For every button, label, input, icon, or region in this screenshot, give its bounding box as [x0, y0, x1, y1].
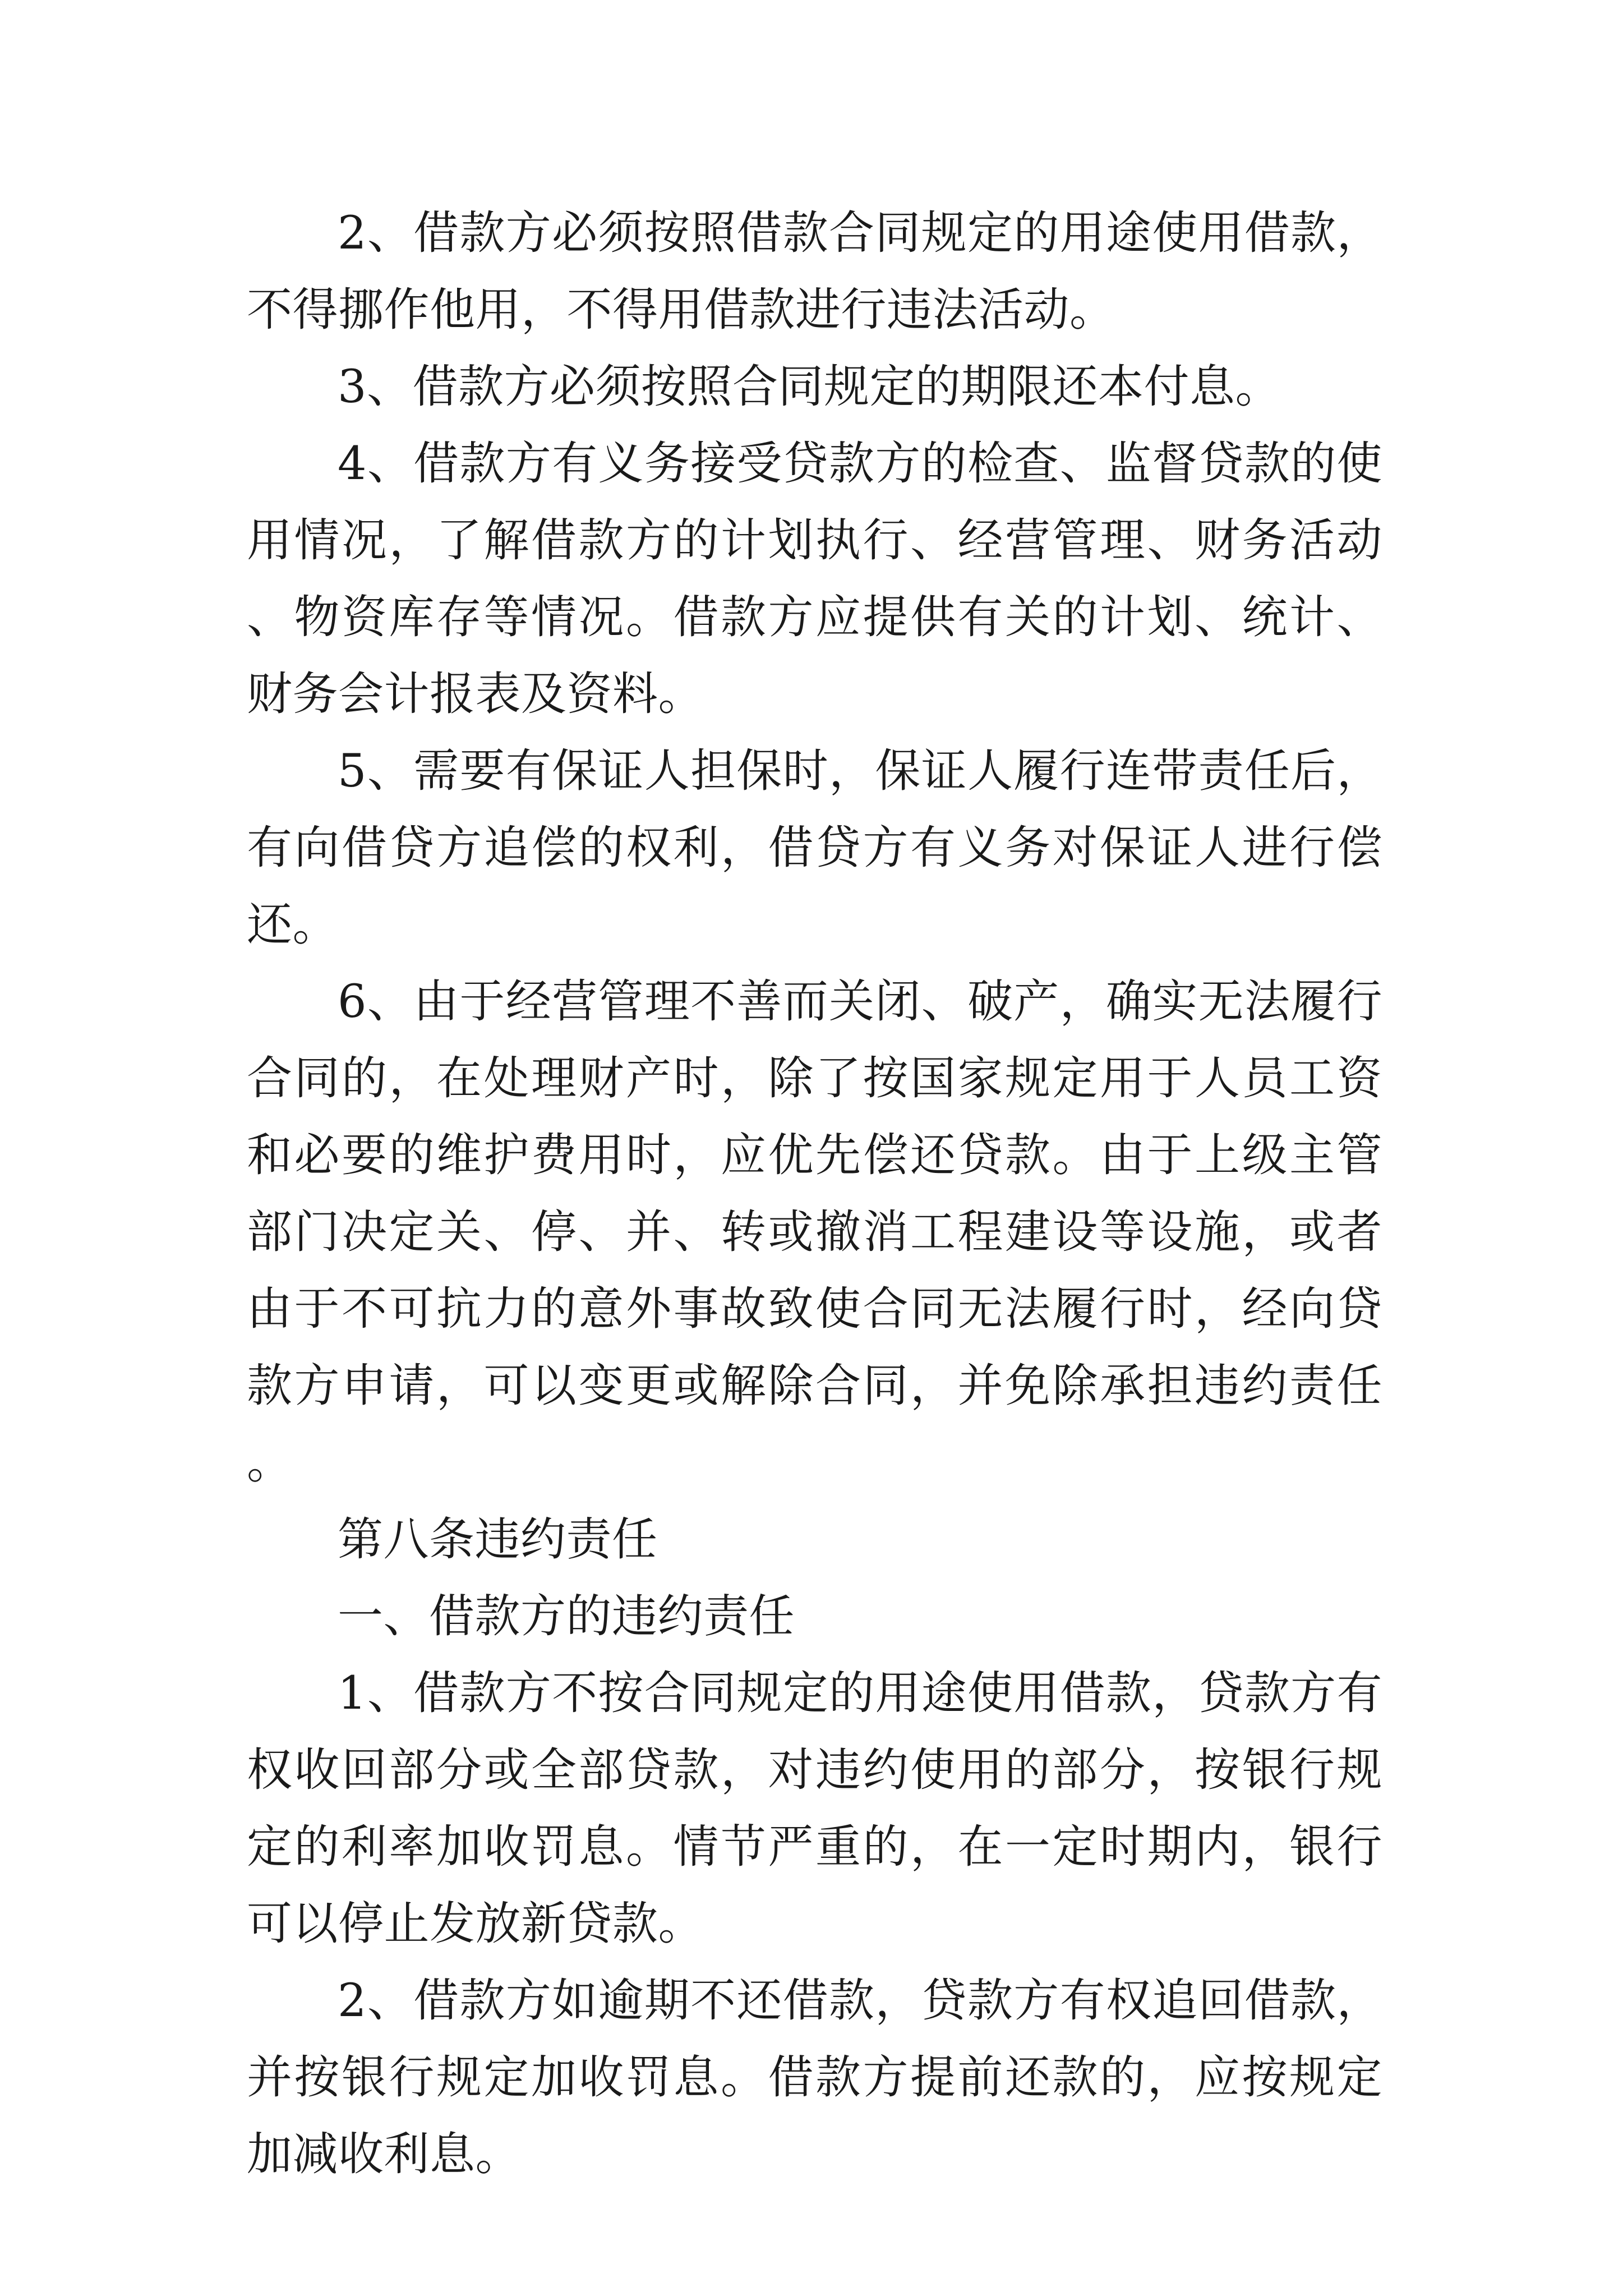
subsection-heading-borrower-liability: 一、借款方的违约责任 — [338, 1590, 795, 1643]
document-body — [247, 195, 1382, 2193]
section-heading-article-8: 第八条违约责任 — [338, 1513, 658, 1566]
clause-paragraph-5: 5、需要有保证人担保时，保证人履行连带责任后，有向借贷方追偿的权利，借贷方有义务对保证人进行偿还。 — [247, 745, 1382, 951]
liability-paragraph-2: 2、借款方如逾期不还借款，贷款方有权追回借款，并按银行规定加收罚息。借款方提前还款的，应按规定加减收利息。 — [247, 1975, 1382, 2181]
liability-paragraph-1: 1、借款方不按合同规定的用途使用借款，贷款方有权收回部分或全部贷款，对违约使用的部分，按银行规定的利率加收罚息。情节严重的，在一定时期内，银行可以停止发放新贷款。 — [247, 1667, 1382, 1950]
clause-paragraph-3: 3、借款方必须按照合同规定的期限还本付息。 — [338, 361, 1281, 413]
clause-paragraph-6: 6、由于经营管理不善而关闭、破产，确实无法履行合同的，在处理财产时，除了按国家规定用于人员工资和必要的维护费用时，应优先偿还贷款。由于上级主管部门决定关、停、并、转或撤消工程建设等设施，或者由于不可抗力的意外事故致使合同无法履行时，经向贷款方申请，可以变更或解除合同，并免除承担违约责任。 — [247, 976, 1382, 1489]
clause-paragraph-4: 4、借款方有义务接受贷款方的检查、监督贷款的使用情况，了解借款方的计划执行、经营管理、财务活动、物资库存等情况。借款方应提供有关的计划、统计、财务会计报表及资料。 — [247, 438, 1382, 721]
clause-paragraph-2: 2、借款方必须按照借款合同规定的用途使用借款，不得挪作他用，不得用借款进行违法活动。 — [247, 207, 1382, 337]
